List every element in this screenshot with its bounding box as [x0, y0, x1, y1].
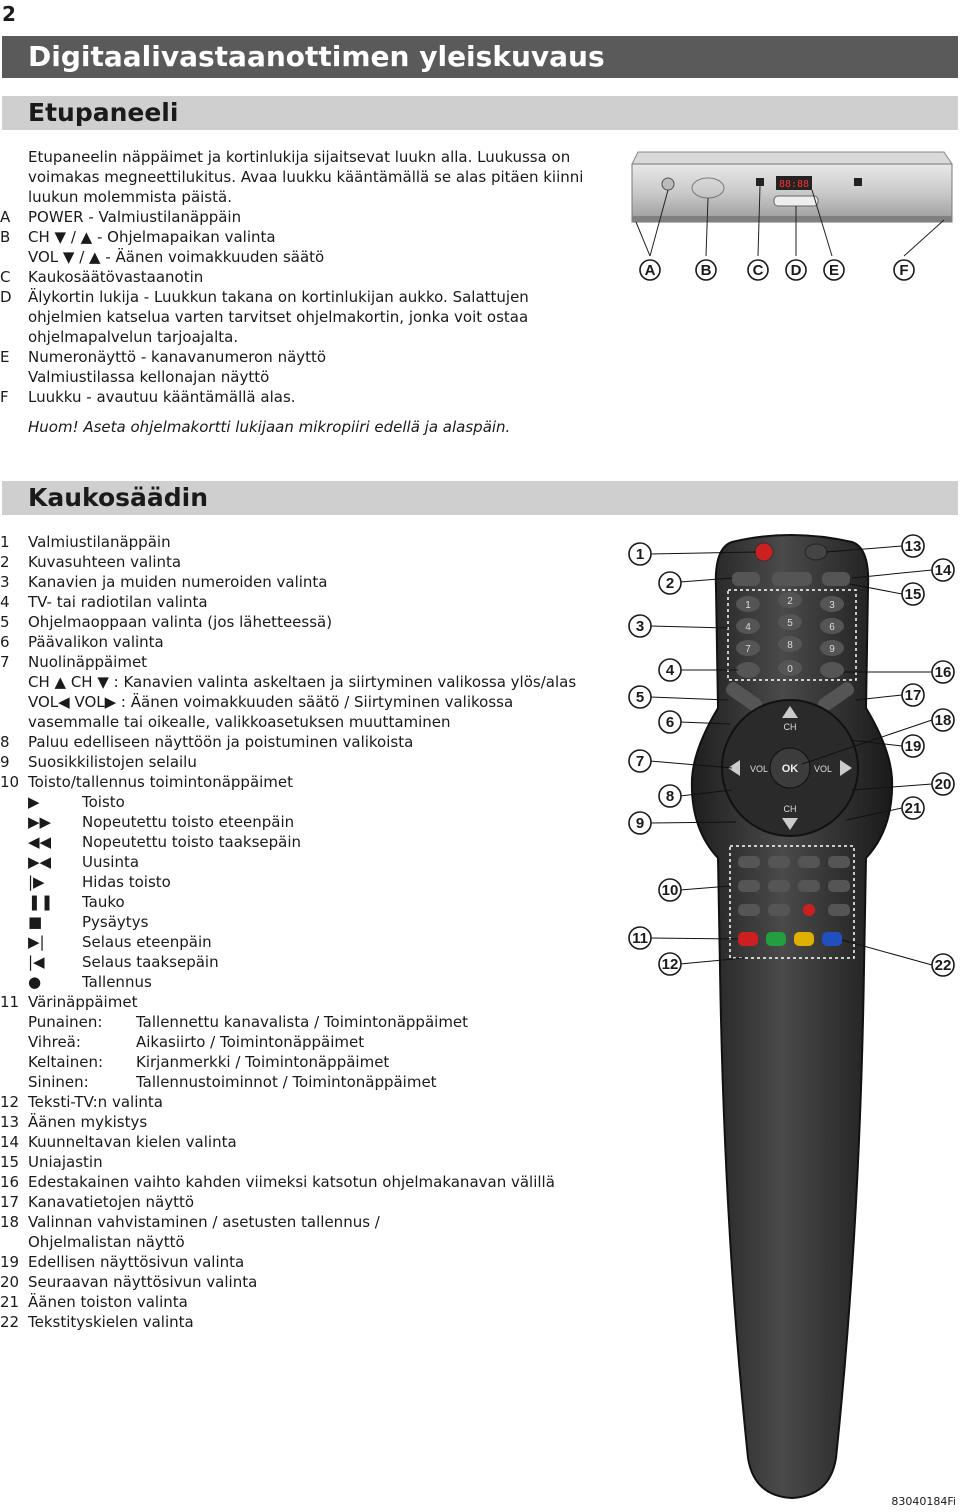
callout-22	[932, 954, 954, 976]
color-key: Vihreä:	[28, 1033, 81, 1051]
callout-20	[932, 773, 954, 795]
item-text: Ohjelmalistan näyttö	[28, 1233, 185, 1251]
playback-text: Tauko	[82, 893, 125, 911]
svg-text:3: 3	[829, 600, 835, 611]
ch-down-label: CH	[783, 804, 797, 814]
rewind-icon: ◀◀	[28, 833, 52, 851]
item-number: 1	[0, 533, 10, 551]
callout-17	[902, 684, 924, 706]
item-number: 5	[0, 613, 10, 631]
callout-13	[902, 535, 924, 557]
display-digits: 88:88	[778, 179, 810, 190]
item-number: 14	[0, 1133, 20, 1151]
device-label-f	[894, 260, 914, 280]
svg-text:20: 20	[934, 776, 952, 793]
item-text: Uniajastin	[28, 1153, 103, 1171]
svg-text:21: 21	[904, 800, 922, 817]
callout-14	[932, 559, 954, 581]
svg-text:C: C	[752, 262, 764, 279]
callout-15	[902, 583, 924, 605]
svg-text:14: 14	[934, 562, 952, 579]
color-key: Sininen:	[28, 1073, 89, 1091]
item-number: 21	[0, 1293, 20, 1311]
item-text: Teksti-TV:n valinta	[28, 1093, 163, 1111]
item-text: VOL ▼ / ▲ - Äänen voimakkuuden säätö	[28, 248, 325, 266]
front-panel-text	[0, 147, 620, 437]
lang-button-icon	[772, 572, 812, 586]
playback-text: Hidas toisto	[82, 873, 171, 891]
callout-2	[659, 572, 681, 594]
callout-21	[902, 797, 924, 819]
item-text: Kuunneltavan kielen valinta	[28, 1133, 237, 1151]
color-value: Tallennettu kanavalista / Toimintonäppäimet	[136, 1013, 469, 1031]
item-text: Suosikkilistojen selailu	[28, 753, 197, 771]
item-text: Kuvasuhteen valinta	[28, 553, 182, 571]
device-label-b	[696, 260, 716, 280]
item-text: Värinäppäimet	[28, 993, 138, 1011]
device-label-c	[748, 260, 768, 280]
callout-5	[629, 686, 651, 708]
front-panel-heading: Etupaneeli	[2, 96, 958, 130]
svg-text:6: 6	[665, 714, 675, 731]
item-text: Kanavatietojen näyttö	[28, 1193, 195, 1211]
svg-text:1: 1	[635, 546, 645, 563]
play-icon: ▶	[28, 793, 40, 811]
remote-text	[0, 532, 630, 1332]
aspect-button-icon	[732, 572, 760, 586]
item-text: Seuraavan näyttösivun valinta	[28, 1273, 258, 1291]
receiver-base	[632, 216, 952, 222]
item-text: Kanavien ja muiden numeroiden valinta	[28, 573, 328, 591]
playback-text: Selaus eteenpäin	[82, 933, 212, 951]
item-number: 15	[0, 1153, 20, 1171]
color-key: Punainen:	[28, 1013, 103, 1031]
item-text: Äänen toiston valinta	[28, 1293, 188, 1311]
stop-icon: ■	[28, 913, 43, 931]
item-number: 2	[0, 553, 10, 571]
playback-text: Toisto	[82, 793, 125, 811]
svg-text:F: F	[899, 262, 909, 279]
item-number: 4	[0, 593, 10, 611]
color-key: Keltainen:	[28, 1053, 104, 1071]
item-number: 9	[0, 753, 10, 771]
item-number: 11	[0, 993, 20, 1011]
item-text: Tekstityskielen valinta	[28, 1313, 194, 1331]
color-value: Kirjanmerkki / Toimintonäppäimet	[136, 1053, 390, 1071]
svg-text:17: 17	[904, 687, 922, 704]
svg-text:0: 0	[787, 664, 793, 675]
playback-text: Nopeutettu toisto eteenpäin	[82, 813, 295, 831]
svg-text:11: 11	[632, 930, 648, 947]
svg-text:7: 7	[635, 753, 645, 770]
mute-button-icon	[805, 544, 827, 560]
item-number: 10	[0, 773, 20, 791]
item-number: 7	[0, 653, 10, 671]
svg-text:5: 5	[787, 618, 793, 629]
svg-text:5: 5	[635, 689, 645, 706]
remote-heading: Kaukosäädin	[2, 481, 958, 515]
item-text: Edestakainen vaihto kahden viimeksi katsotun ohjelmakanavan välillä	[28, 1173, 555, 1191]
vol-left-label: VOL	[750, 764, 769, 774]
svg-text:2: 2	[787, 596, 793, 607]
item-text: Äänen mykistys	[28, 1113, 148, 1131]
item-number: 6	[0, 633, 10, 651]
device-label-d	[786, 260, 806, 280]
item-number: 19	[0, 1253, 20, 1271]
svg-text:1: 1	[745, 600, 751, 611]
item-text: CH ▼ / ▲ - Ohjelmapaikan valinta	[28, 228, 276, 246]
arrow-key-line: VOL◀ VOL▶ : Äänen voimakkuuden säätö / Siirtyminen valikossa	[28, 693, 514, 711]
receiver-front	[632, 164, 952, 222]
intro-line: luukun molemmista päistä.	[28, 188, 232, 206]
item-text: Ohjelmaoppaan valinta (jos lähetteessä)	[28, 613, 333, 631]
svg-text:4: 4	[745, 622, 751, 633]
power-button-icon	[755, 543, 773, 561]
item-label: D	[0, 288, 12, 306]
item-text: Luukku - avautuu kääntämällä alas.	[28, 388, 296, 406]
svg-text:15: 15	[904, 586, 922, 603]
callout-9	[629, 812, 651, 834]
item-text: Päävalikon valinta	[28, 633, 164, 651]
item-text: Kaukosäätövastaanotin	[28, 268, 204, 286]
svg-text:8: 8	[787, 640, 793, 651]
item-label: B	[0, 228, 11, 246]
item-label: E	[0, 348, 10, 366]
svg-text:B: B	[700, 262, 712, 279]
svg-text:13: 13	[904, 538, 922, 555]
item-text: Nuolinäppäimet	[28, 653, 148, 671]
callout-7	[629, 750, 651, 772]
replay-icon: ▶◀	[28, 853, 52, 871]
item-number: 8	[0, 733, 10, 751]
svg-text:D: D	[790, 262, 802, 279]
item-text: Paluu edelliseen näyttöön ja poistuminen valikoista	[28, 733, 414, 751]
remote-illustration	[620, 528, 960, 1508]
power-button-icon	[662, 178, 674, 190]
item-number: 17	[0, 1193, 20, 1211]
item-text: Älykortin lukija - Luukkun takana on kortinlukijan aukko. Salattujen	[28, 288, 529, 306]
item-label: C	[0, 268, 11, 286]
svg-text:7: 7	[745, 644, 751, 655]
svg-text:4: 4	[665, 662, 675, 679]
leader-a	[636, 222, 650, 256]
item-text: Numeronäyttö - kanavanumeron näyttö	[28, 348, 327, 366]
skip-back-icon: |◀	[28, 953, 45, 971]
svg-text:8: 8	[665, 788, 675, 805]
item-text: Edellisen näyttösivun valinta	[28, 1253, 245, 1271]
callout-3	[629, 615, 651, 637]
item-number: 16	[0, 1173, 20, 1191]
callout-12	[659, 953, 681, 975]
svg-text:3: 3	[635, 618, 645, 635]
receiver-illustration	[626, 146, 956, 286]
item-text: ohjelmapalvelun tarjoajalta.	[28, 328, 239, 346]
arrow-key-line: CH ▲ CH ▼ : Kanavien valinta askeltaen ja siirtyminen valikossa ylös/alas	[28, 673, 577, 691]
pause-icon: ❚❚	[28, 893, 54, 911]
callout-6	[659, 711, 681, 733]
callout-11	[629, 927, 651, 949]
intro-line: voimakas megneettilukitus. Avaa luukku kääntämällä se alas pitäen kiinni	[28, 168, 584, 186]
device-label-e	[824, 260, 844, 280]
svg-text:E: E	[828, 262, 840, 279]
svg-text:16: 16	[934, 664, 952, 681]
playback-text: Pysäytys	[82, 913, 149, 931]
receiver-top	[632, 152, 952, 164]
vol-right-label: VOL	[814, 764, 833, 774]
callout-10	[659, 879, 681, 901]
footer-code: 83040184Fi	[891, 1495, 956, 1508]
fast-forward-icon: ▶▶	[28, 813, 52, 831]
playback-text: Uusinta	[82, 853, 140, 871]
svg-text:12: 12	[661, 956, 679, 973]
front-panel-note: Huom! Aseta ohjelmakortti lukijaan mikropiiri edellä ja alaspäin.	[28, 418, 511, 436]
callout-4	[659, 659, 681, 681]
ir-receiver-icon	[756, 178, 764, 186]
playback-text: Selaus taaksepäin	[82, 953, 219, 971]
item-number: 22	[0, 1313, 20, 1331]
svg-text:9: 9	[829, 644, 835, 655]
sleep-button-icon	[822, 572, 850, 586]
callout-19	[902, 735, 924, 757]
intro-line: Etupaneelin näppäimet ja kortinlukija sijaitsevat luukn alla. Luukussa on	[28, 148, 571, 166]
item-text: POWER - Valmiustilanäppäin	[28, 208, 242, 226]
slow-play-icon: |▶	[28, 873, 45, 891]
item-text: Valinnan vahvistaminen / asetusten tallennus /	[28, 1213, 380, 1231]
svg-text:10: 10	[661, 882, 679, 899]
svg-text:22: 22	[934, 957, 952, 974]
item-text: Valmiustilanäppäin	[28, 533, 171, 551]
ch-up-label: CH	[783, 722, 797, 732]
arrow-key-line: vasemmalle tai oikealle, valikkoasetuksen muuttaminen	[28, 713, 451, 731]
svg-text:18: 18	[934, 712, 952, 729]
page-number: 2	[2, 2, 16, 26]
color-value: Tallennustoiminnot / Toimintonäppäimet	[136, 1073, 437, 1091]
item-label: F	[0, 388, 9, 406]
card-slot-icon	[774, 196, 818, 206]
device-label-a	[640, 260, 660, 280]
playback-text: Nopeutettu toisto taaksepäin	[82, 833, 302, 851]
callout-16	[932, 661, 954, 683]
color-value: Aikasiirto / Toimintonäppäimet	[136, 1033, 365, 1051]
item-text: TV- tai radiotilan valinta	[28, 593, 208, 611]
playback-text: Tallennus	[82, 973, 152, 991]
item-text: Toisto/tallennus toimintonäppäimet	[28, 773, 294, 791]
svg-text:9: 9	[635, 815, 645, 832]
item-number: 13	[0, 1113, 20, 1131]
svg-text:19: 19	[904, 738, 922, 755]
callout-1	[629, 543, 651, 565]
skip-forward-icon: ▶|	[28, 933, 45, 951]
page-title: Digitaalivastaanottimen yleiskuvaus	[2, 36, 958, 78]
door-mark-icon	[854, 178, 862, 186]
callout-18	[932, 709, 954, 731]
item-label: A	[0, 208, 11, 226]
callout-8	[659, 785, 681, 807]
item-text: Valmiustilassa kellonajan näyttö	[28, 368, 270, 386]
svg-text:6: 6	[829, 622, 835, 633]
svg-text:2: 2	[665, 575, 675, 592]
item-number: 3	[0, 573, 10, 591]
item-number: 20	[0, 1273, 20, 1291]
item-number: 18	[0, 1213, 20, 1231]
svg-text:A: A	[644, 262, 656, 279]
leader-f	[904, 220, 944, 256]
item-text: ohjelmien katselua varten tarvitset ohjelmakortin, jonka voit ostaa	[28, 308, 529, 326]
record-icon: ●	[28, 973, 42, 991]
item-number: 12	[0, 1093, 20, 1111]
ok-label: OK	[781, 763, 799, 775]
